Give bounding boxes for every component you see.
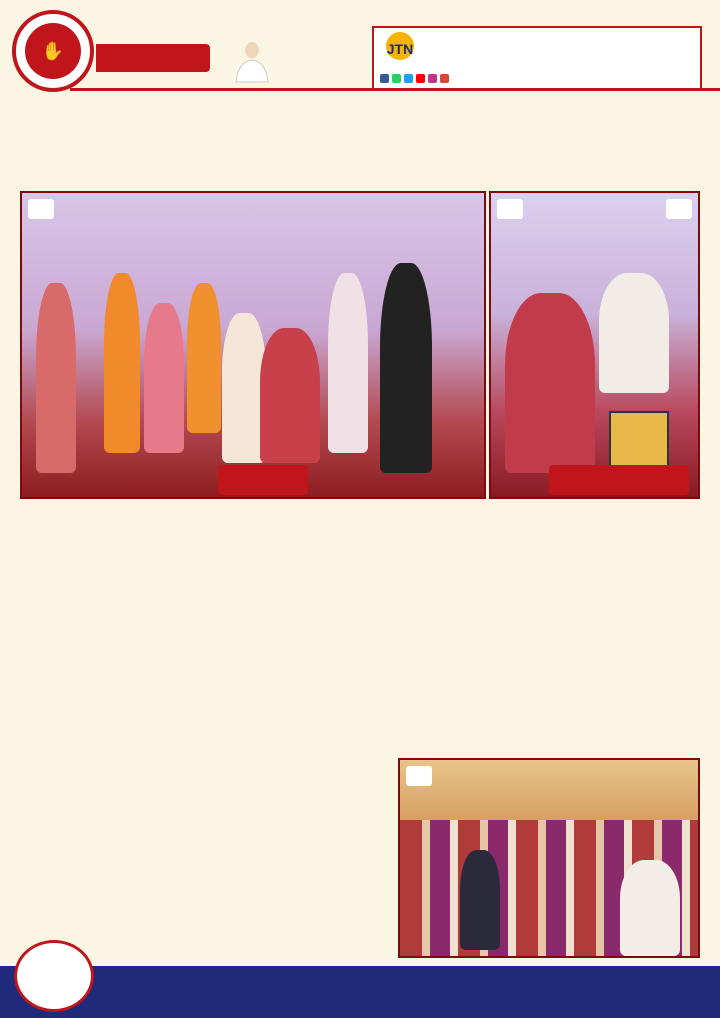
instagram-icon[interactable]	[428, 74, 437, 83]
wedding-group-photo	[20, 191, 486, 499]
footer-jtn-logo	[14, 940, 94, 1012]
acharya-portrait-icon	[228, 36, 276, 84]
photo-watermark-right	[666, 199, 692, 219]
photo-watermark	[28, 199, 54, 219]
footer-bar	[0, 966, 720, 1018]
jtn-logo	[380, 30, 420, 70]
svg-text:JTN: JTN	[386, 41, 414, 57]
photo-watermark	[406, 766, 432, 786]
social-icons	[380, 74, 449, 83]
twitter-icon[interactable]	[404, 74, 413, 83]
google-plus-icon[interactable]	[440, 74, 449, 83]
youtube-icon[interactable]	[416, 74, 425, 83]
whatsapp-icon[interactable]	[392, 74, 401, 83]
parishad-logo	[12, 10, 94, 92]
facebook-icon[interactable]	[380, 74, 389, 83]
bride-groom-photo	[489, 191, 700, 499]
photo-watermark	[497, 199, 523, 219]
logo-emblem-icon: ✋	[25, 23, 81, 79]
news-tag	[96, 44, 210, 72]
audience-photo	[398, 758, 700, 958]
